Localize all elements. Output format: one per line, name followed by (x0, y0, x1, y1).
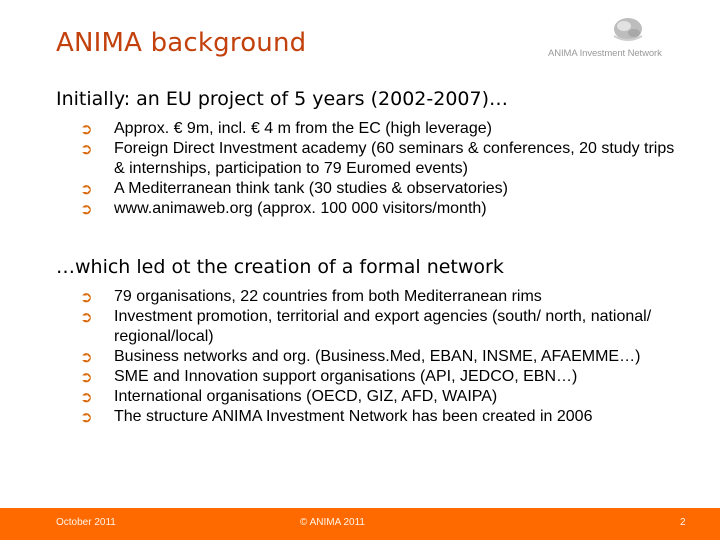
list-item (80, 387, 680, 407)
arrow-bullet-icon: ➲ (80, 200, 93, 218)
page-number: 2 (680, 517, 686, 528)
arrow-bullet-icon: ➲ (80, 120, 93, 138)
arrow-bullet-icon: ➲ (80, 368, 93, 386)
list-item (80, 119, 680, 139)
list-item (80, 287, 680, 307)
list-item-text: The structure ANIMA Investment Network has been created in 2006 (114, 408, 593, 425)
arrow-bullet-icon: ➲ (80, 308, 93, 326)
logo-text: ANIMA Investment Network (548, 48, 662, 59)
anima-logo-icon (608, 14, 648, 46)
arrow-bullet-icon: ➲ (80, 408, 93, 426)
list-item (80, 407, 680, 427)
arrow-bullet-icon: ➲ (80, 180, 93, 198)
section-heading-initial: Initially: an EU project of 5 years (2002-2007)… (56, 88, 509, 110)
list-item-text: Foreign Direct Investment academy (60 seminars & conferences, 20 study trips & internships, participation to 79 Euromed events) (114, 140, 675, 177)
footer-copyright: © ANIMA 2011 (300, 517, 365, 528)
slide-title: ANIMA background (56, 28, 307, 58)
list-item-text: A Mediterranean think tank (30 studies & observatories) (114, 180, 508, 197)
footer-bar (0, 508, 720, 540)
list-item (80, 179, 680, 199)
list-item (80, 347, 680, 367)
arrow-bullet-icon: ➲ (80, 388, 93, 406)
anima-logo (548, 14, 688, 64)
list-item-text: Approx. € 9m, incl. € 4 m from the EC (high leverage) (114, 120, 492, 137)
bullet-list-network (80, 287, 680, 427)
arrow-bullet-icon: ➲ (80, 288, 93, 306)
list-item-text: Business networks and org. (Business.Med, EBAN, INSME, AFAEMME…) (114, 348, 641, 365)
bullet-list-initial (80, 119, 680, 219)
arrow-bullet-icon: ➲ (80, 140, 93, 158)
list-item-text: 79 organisations, 22 countries from both Mediterranean rims (114, 288, 542, 305)
list-item (80, 307, 680, 347)
list-item-text: www.animaweb.org (approx. 100 000 visitors/month) (114, 200, 487, 217)
list-item (80, 139, 680, 179)
footer-date: October 2011 (56, 517, 116, 528)
section-heading-network: …which led ot the creation of a formal network (56, 256, 504, 278)
list-item-text: International organisations (OECD, GIZ, AFD, WAIPA) (114, 388, 498, 405)
list-item-text: Investment promotion, territorial and export agencies (south/ north, national/ regional/local) (114, 308, 652, 345)
list-item (80, 199, 680, 219)
list-item (80, 367, 680, 387)
arrow-bullet-icon: ➲ (80, 348, 93, 366)
list-item-text: SME and Innovation support organisations (API, JEDCO, EBN…) (114, 368, 578, 385)
